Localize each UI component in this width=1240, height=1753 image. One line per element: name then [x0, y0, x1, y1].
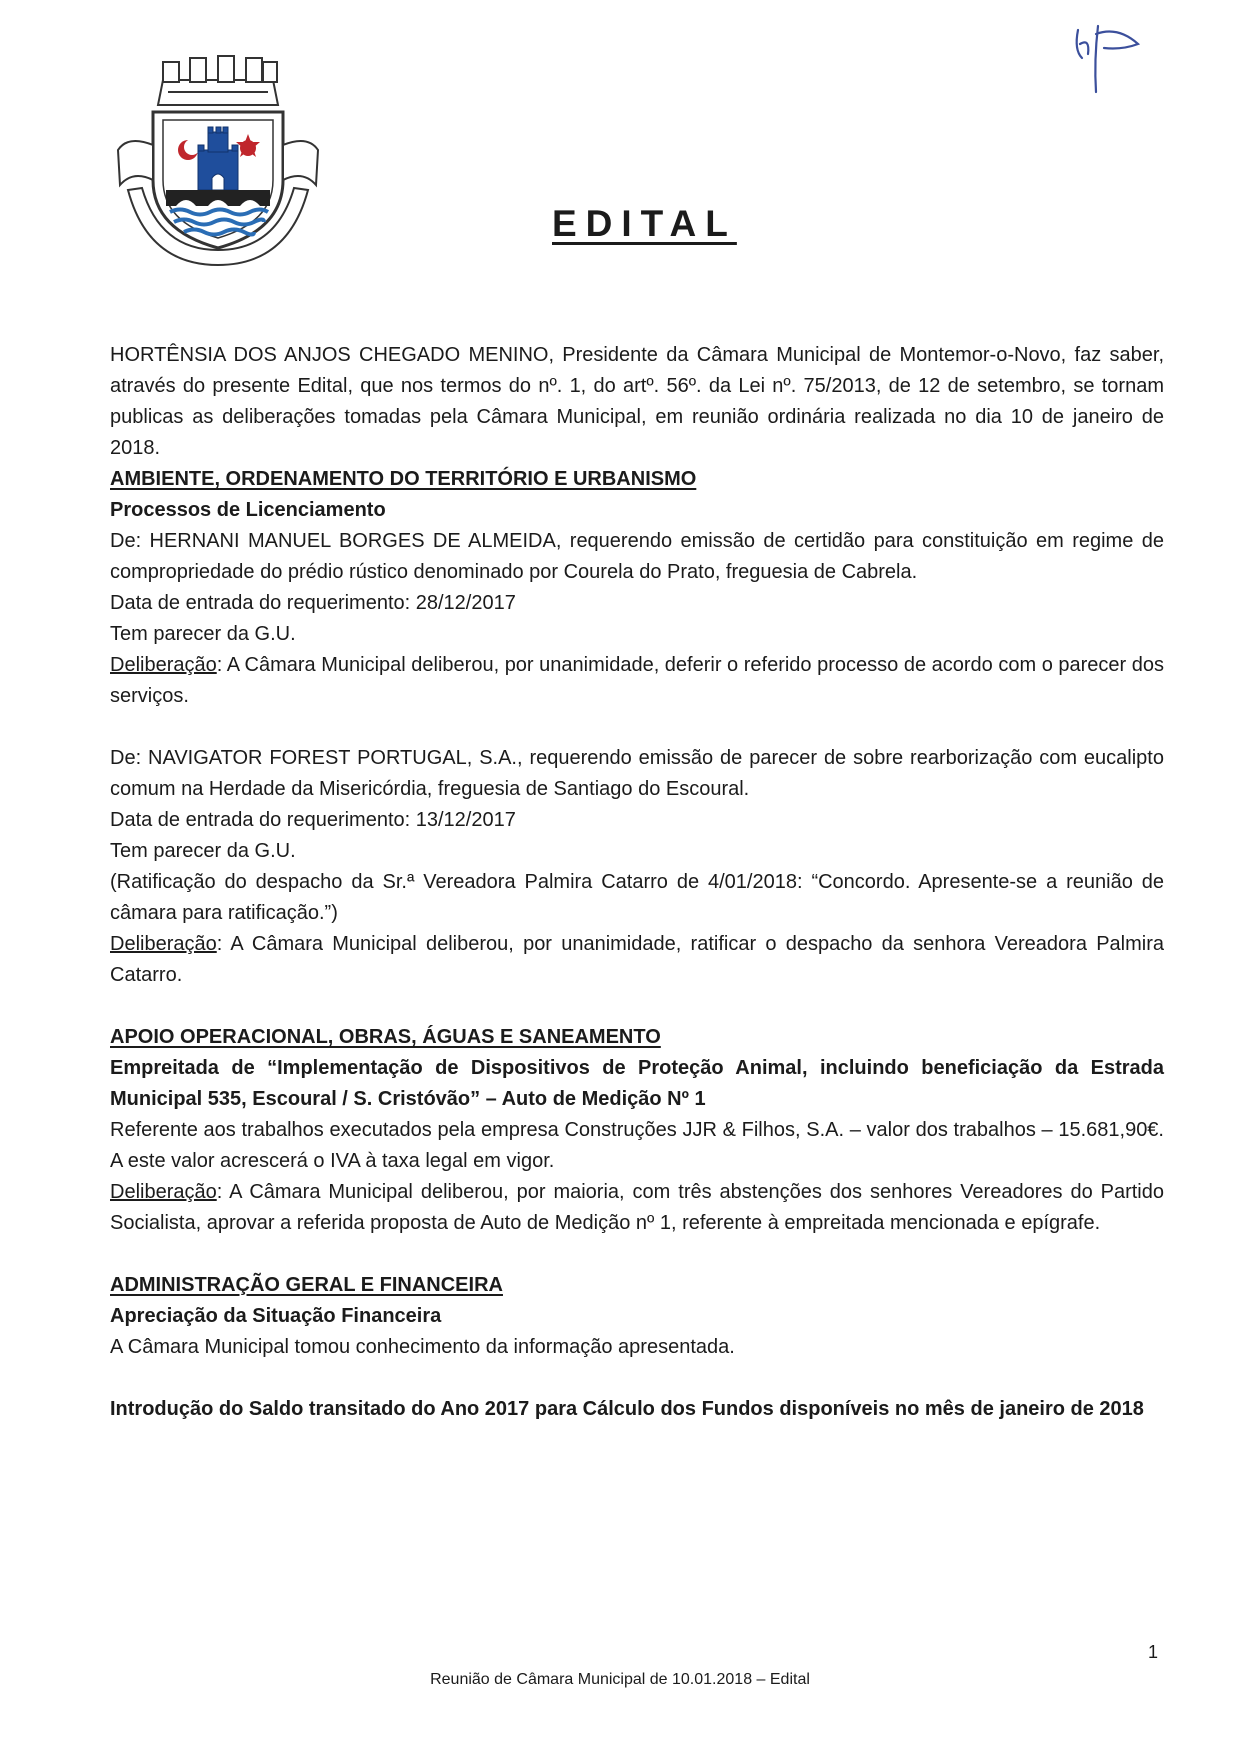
page-number: 1 — [1148, 1642, 1159, 1662]
subheading-licenciamento: Processos de Licenciamento — [110, 499, 386, 521]
document-body — [110, 340, 1164, 1425]
page-footer: Reunião de Câmara Municipal de 10.01.2018 – Edital — [430, 1671, 810, 1688]
item-date: Data de entrada do requerimento: 28/12/2017 — [110, 592, 516, 614]
section-heading-obras: APOIO OPERACIONAL, OBRAS, ÁGUAS E SANEAMENTO — [110, 1026, 661, 1048]
subheading-empreitada: Empreitada de “Implementação de Dispositivos de Proteção Animal, incluindo beneficiação da Estrada Municipal 535, Escoural / S. Cristóvão” – Auto de Medição Nº 1 — [110, 1057, 1164, 1110]
intro-paragraph: HORTÊNSIA DOS ANJOS CHEGADO MENINO, Presidente da Câmara Municipal de Montemor-o-Novo, faz saber, através do presente Edital, que nos termos do nº. 1, do artº. 56º. da Lei nº. 75/2013, de 12 de setembro, se tornam publicas as deliberações tomadas pela Câmara Municipal, em reunião ordinária realizada no dia 10 de janeiro de 2018. — [110, 344, 1164, 459]
deliberation-text: : A Câmara Municipal deliberou, por unanimidade, deferir o referido processo de acordo com o parecer dos serviços. — [110, 654, 1164, 707]
finance-text: A Câmara Municipal tomou conhecimento da informação apresentada. — [110, 1336, 735, 1358]
handwritten-initials — [1068, 20, 1158, 100]
item-opinion: Tem parecer da G.U. — [110, 840, 296, 862]
licensing-item-1 — [110, 495, 1164, 712]
subheading-situacao-financeira: Apreciação da Situação Financeira — [110, 1305, 442, 1327]
item-deliberation — [110, 929, 1164, 991]
works-text: Referente aos trabalhos executados pela empresa Construções JJR & Filhos, S.A. – valor dos trabalhos – 15.681,90€. A este valor acrescerá o IVA à taxa legal em vigor. — [110, 1119, 1164, 1172]
works-item — [110, 1053, 1164, 1239]
item-deliberation — [110, 650, 1164, 712]
municipal-coat-of-arms — [108, 50, 328, 270]
document-title: EDITAL — [552, 203, 737, 244]
item-date: Data de entrada do requerimento: 13/12/2017 — [110, 809, 516, 831]
deliberation-label: Deliberação — [110, 654, 217, 676]
bridge — [166, 190, 270, 206]
subheading-saldo-transitado: Introdução do Saldo transitado do Ano 2017 para Cálculo dos Fundos disponíveis no mês de janeiro de 2018 — [110, 1398, 1144, 1420]
item-from: De: HERNANI MANUEL BORGES DE ALMEIDA, requerendo emissão de certidão para constituição em regime de compropriedade do prédio rústico denominado por Courela do Prato, freguesia de Cabrela. — [110, 530, 1164, 583]
item-opinion: Tem parecer da G.U. — [110, 623, 296, 645]
item-deliberation — [110, 1177, 1164, 1239]
section-heading-administracao: ADMINISTRAÇÃO GERAL E FINANCEIRA — [110, 1274, 503, 1296]
licensing-item-2 — [110, 743, 1164, 991]
item-from: De: NAVIGATOR FOREST PORTUGAL, S.A., requerendo emissão de parecer de sobre rearborização com eucalipto comum na Herdade da Misericórdia, freguesia de Santiago do Escoural. — [110, 747, 1164, 800]
deliberation-text: : A Câmara Municipal deliberou, por unanimidade, ratificar o despacho da senhora Vereadora Palmira Catarro. — [110, 933, 1164, 986]
item-ratification: (Ratificação do despacho da Sr.ª Vereadora Palmira Catarro de 4/01/2018: “Concordo. Apresente-se a reunião de câmara para ratificação.”) — [110, 871, 1164, 924]
section-heading-urbanismo: AMBIENTE, ORDENAMENTO DO TERRITÓRIO E URBANISMO — [110, 468, 697, 490]
mural-crown — [158, 56, 278, 105]
deliberation-label: Deliberação — [110, 933, 217, 955]
deliberation-text: : A Câmara Municipal deliberou, por maioria, com três abstenções dos senhores Vereadores do Partido Socialista, aprovar a referida proposta de Auto de Medição nº 1, referente à empreitada mencionada e epígrafe. — [110, 1181, 1164, 1234]
deliberation-label: Deliberação — [110, 1181, 217, 1203]
finance-item — [110, 1301, 1164, 1363]
